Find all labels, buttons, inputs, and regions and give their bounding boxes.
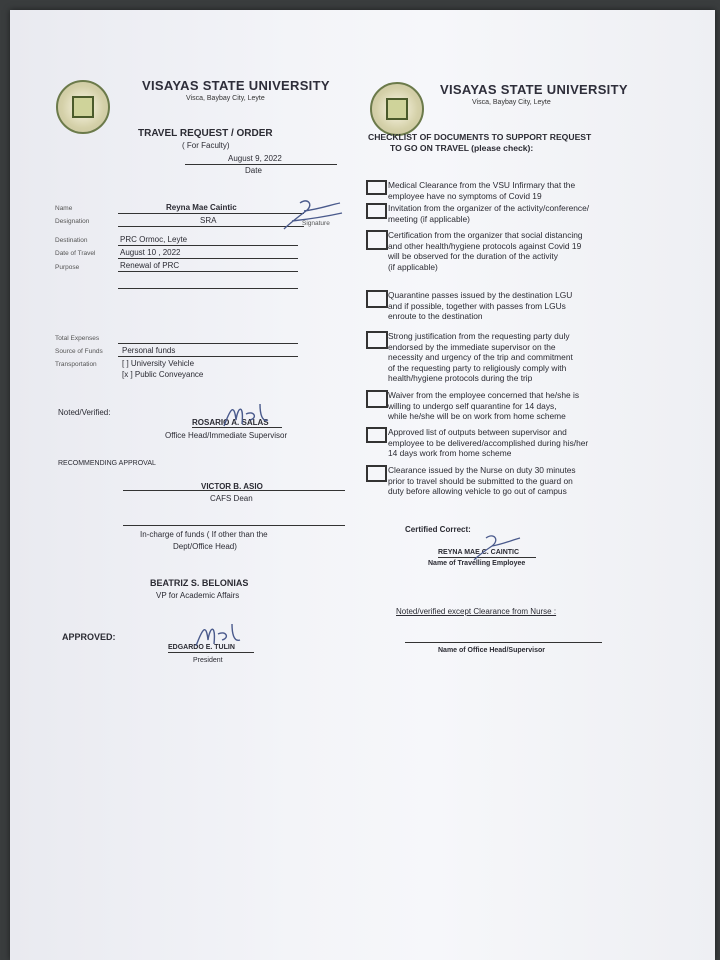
name-label: Name	[55, 205, 73, 212]
checklist-item-text: meeting (if applicable)	[388, 213, 470, 224]
purpose-label: Purpose	[55, 264, 80, 271]
checklist-item-text: willing to undergo self quarantine for 14 days,	[388, 400, 557, 411]
checklist-item-text: 14 days work from home scheme	[388, 448, 512, 459]
president-signature	[192, 620, 252, 652]
date-of-travel-label: Date of Travel	[55, 250, 96, 257]
purpose-value: Renewal of PRC	[120, 261, 180, 270]
office-head-supervisor-label: Name of Office Head/Supervisor	[438, 647, 545, 654]
university-seal-right	[370, 82, 424, 136]
checklist-item-text: Quarantine passes issued by the destination LGU	[388, 290, 573, 300]
checklist-item-text: Medical Clearance from the VSU Infirmary that the	[388, 180, 576, 190]
source-of-funds-label: Source of Funds	[55, 348, 103, 355]
university-name-right: VISAYAS STATE UNIVERSITY	[440, 82, 628, 97]
date-label: Date	[245, 166, 262, 175]
form-subtitle: ( For Faculty)	[182, 141, 230, 150]
checklist-item-text: duty before allowing vehicle to go out of campus	[388, 486, 567, 497]
checklist-checkbox[interactable]	[366, 465, 387, 482]
destination-label: Destination	[55, 237, 88, 244]
checklist-item-text: Clearance issued by the Nurse on duty 30 minutes	[388, 465, 576, 475]
university-name-left: VISAYAS STATE UNIVERSITY	[142, 78, 330, 93]
university-address-left: Visca, Baybay City, Leyte	[186, 95, 265, 102]
checklist-item-text: Certification from the organizer that social distancing	[388, 230, 583, 240]
checklist-checkbox[interactable]	[366, 427, 387, 443]
checklist-checkbox[interactable]	[366, 230, 388, 250]
source-of-funds-value: Personal funds	[122, 346, 176, 355]
in-charge-funds-line1: In-charge of funds ( If other than the	[140, 530, 268, 539]
supervisor-signature	[220, 400, 280, 432]
checklist-item-text: health/hygiene protocols during the trip	[388, 373, 533, 384]
noted-signatory-name: ROSARIO A. SALAS	[192, 418, 269, 427]
university-address-right: Visca, Baybay City, Leyte	[472, 99, 551, 106]
checklist-item-text: (if applicable)	[388, 261, 438, 272]
transportation-label: Transportation	[55, 361, 97, 368]
checklist-item-text: and other health/hygiene protocols against Covid 19	[388, 240, 582, 251]
checklist-item-text: will be observed for the duration of the activity	[388, 251, 558, 262]
university-seal-left	[56, 80, 110, 134]
dean-title: CAFS Dean	[210, 494, 253, 503]
checklist-item-text: prior to travel should be submitted to the guard on	[388, 475, 573, 486]
checklist-item-text: endorsed by the immediate supervisor on the	[388, 341, 556, 352]
checklist-item-text: employee to be delivered/accomplished during his/her	[388, 437, 589, 448]
noted-signatory-title: Office Head/Immediate Supervisor	[165, 431, 288, 440]
checklist-item-text: while he/she will be on work from home scheme	[388, 411, 566, 422]
employee-signature	[280, 195, 350, 235]
checklist-title-line2: TO GO ON TRAVEL (please check):	[390, 143, 534, 153]
checklist-checkbox[interactable]	[366, 290, 388, 308]
transport-option-university: [ ] University Vehicle	[122, 359, 195, 368]
dean-name: VICTOR B. ASIO	[201, 482, 263, 491]
designation-label: Designation	[55, 218, 90, 225]
checklist-checkbox[interactable]	[366, 390, 388, 408]
approved-label: APPROVED:	[62, 632, 116, 642]
checklist-checkbox[interactable]	[366, 203, 387, 219]
destination-value: PRC Ormoc, Leyte	[120, 235, 188, 244]
date-of-travel-value: August 10 , 2022	[120, 248, 181, 257]
noted-verified-label: Noted/Verified:	[58, 408, 111, 417]
president-name: EDGARDO E. TULIN	[168, 644, 235, 651]
checklist-checkbox[interactable]	[366, 331, 388, 349]
form-title: TRAVEL REQUEST / ORDER	[138, 128, 273, 139]
checklist-item-text: necessity and urgency of the trip and commitment	[388, 352, 573, 363]
checklist-item-text: Waiver from the employee concerned that he/she is	[388, 390, 580, 400]
checklist-item-text: Invitation from the organizer of the activity/conference/	[388, 203, 590, 213]
designation-value: SRA	[200, 216, 217, 225]
signature-label: Signature	[302, 220, 330, 227]
checklist-title-line1: CHECKLIST OF DOCUMENTS TO SUPPORT REQUEST	[368, 132, 592, 142]
recommending-approval-label: RECOMMENDING APPROVAL	[58, 460, 156, 467]
name-value: Reyna Mae Caintic	[166, 203, 237, 212]
noted-except-nurse-label: Noted/verified except Clearance from Nurse :	[396, 607, 557, 616]
checklist-item-text: of the requesting party to religiously comply with	[388, 362, 567, 373]
vp-title: VP for Academic Affairs	[156, 591, 240, 600]
checklist-checkbox[interactable]	[366, 180, 387, 195]
date-value: August 9, 2022	[228, 154, 282, 163]
employee-signature-checklist	[472, 532, 522, 562]
transport-option-public: [x ] Public Conveyance	[122, 370, 204, 379]
checklist-item-text: employee have no symptoms of Covid 19	[388, 190, 542, 201]
travelling-employee-name: REYNA MAE C. CAINTIC	[438, 549, 520, 556]
certified-correct-label: Certified Correct:	[405, 525, 471, 534]
checklist-item-text: and if possible, together with passes from LGUs	[388, 300, 566, 311]
president-title: President	[193, 657, 223, 664]
checklist-item-text: Strong justification from the requesting party duly	[388, 331, 570, 341]
total-expenses-label: Total Expenses	[55, 335, 100, 342]
travelling-employee-title: Name of Travelling Employee	[428, 560, 526, 567]
checklist-item-text: enroute to the destination	[388, 311, 483, 322]
checklist-item-text: Approved list of outputs between supervisor and	[388, 427, 567, 437]
vp-name: BEATRIZ S. BELONIAS	[150, 578, 249, 588]
in-charge-funds-line2: Dept/Office Head)	[173, 542, 237, 551]
document-page	[10, 10, 715, 960]
